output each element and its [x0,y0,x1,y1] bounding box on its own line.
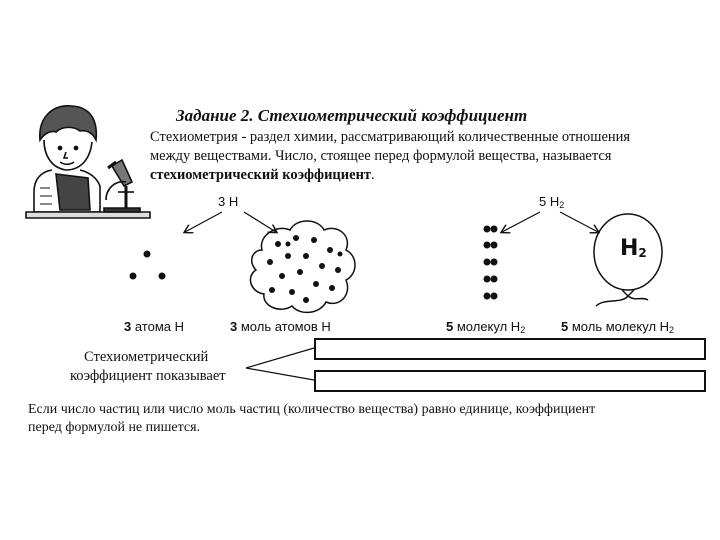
label-atoms: 3 атома H [124,319,184,334]
label-molecules: 5 молекул $H_2$ [446,319,526,335]
right-formula: 5 $H_2$ [539,194,565,210]
task-title: Задание 2. Стехиометрический коэффициент [176,106,528,125]
label-mol-atoms: 3 моль атомов H [230,319,331,334]
arrow-left-atoms [185,212,222,232]
label-mol-molecules: 5 моль молекул $H_2$ [561,319,675,335]
answer-box-2[interactable] [314,370,706,392]
note-line-1: Если число частиц или число моль частиц (количество вещества) равно единице, коэффициент [28,402,596,417]
arrow-right-molecules [502,212,540,232]
definition-line-2: между веществами. Число, стоящее перед формулой вещества, называется [150,148,612,164]
arrow-left-mol [244,212,276,232]
definition-term: стехиометрический коэффициент [150,167,372,183]
answer-box-1[interactable] [314,338,706,360]
mole-cloud [250,221,355,312]
balloon-label: $H_2$ [620,236,647,261]
question-line-1: Стехиометрический [84,349,209,365]
question-line-2: коэффициент показывает [70,368,226,384]
left-formula: 3 H [218,194,239,209]
three-atoms-dots [130,251,166,280]
question-leader-lines [246,348,314,380]
cloud-atom-dots [267,235,343,303]
definition-line-3 [150,167,375,184]
note-line-2: перед формулой не пишется. [28,420,201,435]
arrow-right-mol [560,212,598,232]
definition-line-1: Стехиометрия - раздел химии, рассматривающий количественные отношения [150,129,631,145]
definition-end: . [371,167,375,183]
five-molecules-dots [484,226,498,300]
